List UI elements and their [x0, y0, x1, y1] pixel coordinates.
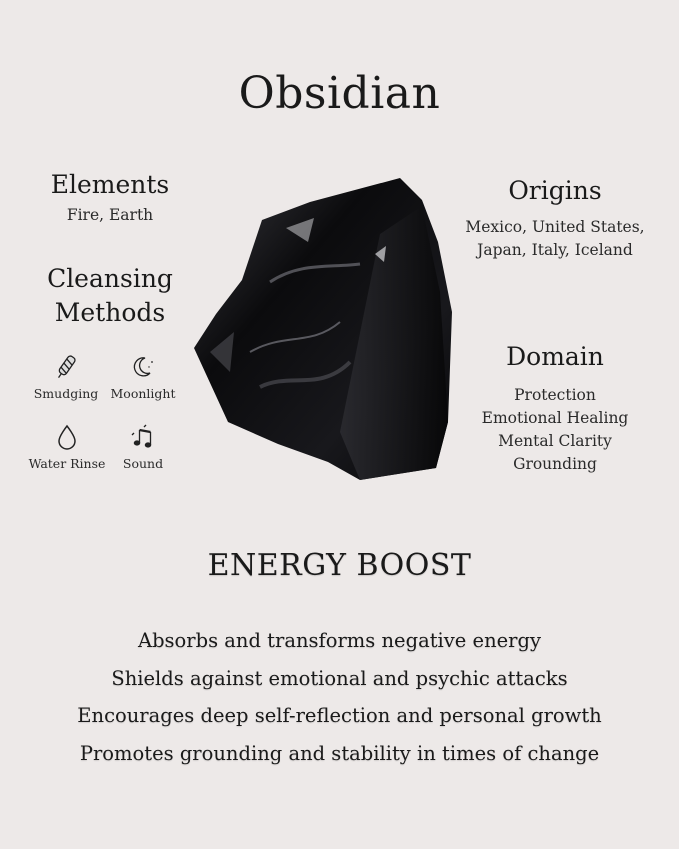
- benefit-item: Promotes grounding and stability in times of change: [79, 741, 600, 765]
- water-drop-icon: [52, 422, 82, 452]
- domain-item: Emotional Healing: [481, 408, 629, 427]
- method-moonlight: [105, 352, 181, 401]
- elements-heading: Elements: [50, 170, 170, 199]
- domain-item: Protection: [514, 385, 596, 404]
- method-smudging: [28, 352, 104, 401]
- method-sound: [105, 422, 181, 471]
- smudge-stick-icon: [51, 352, 81, 382]
- domain-section: [460, 340, 650, 476]
- elements-value: Fire, Earth: [66, 205, 154, 224]
- method-label-moonlight: Moonlight: [110, 386, 176, 401]
- benefit-item: Shields against emotional and psychic attacks: [111, 666, 568, 690]
- music-notes-icon: [128, 422, 158, 452]
- origins-heading: Origins: [508, 176, 602, 205]
- page-title: Obsidian: [238, 68, 441, 119]
- cleansing-section: [10, 262, 210, 330]
- domain-heading: Domain: [506, 342, 604, 371]
- energy-boost-heading: ENERGY BOOST: [207, 548, 472, 583]
- benefits-list: [0, 622, 679, 772]
- obsidian-stone-image: [190, 172, 460, 492]
- method-label-smudging: Smudging: [33, 386, 99, 401]
- crescent-moon-icon: [128, 352, 158, 382]
- method-label-water-rinse: Water Rinse: [28, 456, 106, 471]
- method-label-sound: Sound: [122, 456, 164, 471]
- cleansing-heading-line2: Methods: [54, 297, 166, 327]
- domain-item: Grounding: [513, 454, 597, 473]
- origins-line2: Japan, Italy, Iceland: [477, 240, 633, 259]
- elements-section: [10, 168, 210, 227]
- method-water-rinse: [24, 422, 110, 471]
- cleansing-heading-line1: Cleansing: [47, 264, 173, 293]
- benefit-item: Absorbs and transforms negative energy: [137, 629, 541, 652]
- origins-section: [460, 174, 650, 262]
- domain-item: Mental Clarity: [498, 431, 612, 450]
- benefit-item: Encourages deep self-reflection and personal growth: [77, 704, 602, 727]
- origins-line1: Mexico, United States,: [465, 217, 645, 236]
